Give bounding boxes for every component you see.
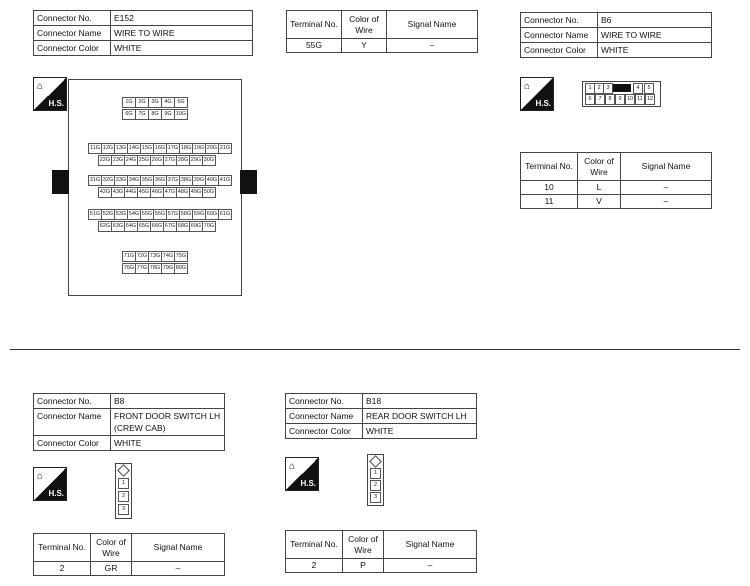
harness-icon: ⌂ — [37, 471, 44, 482]
e152-pin: 69G — [189, 221, 203, 232]
b6-pin: 5 — [644, 83, 654, 94]
b8-signal-table: Terminal No. Color of Wire Signal Name 2 GR – — [33, 533, 225, 576]
e152-pin: 23G — [111, 155, 125, 166]
b8-connector-body — [115, 463, 132, 519]
e152-pin: 16G — [153, 143, 167, 154]
e152-pin: 8G — [148, 109, 162, 120]
b8-pin: 3 — [118, 504, 129, 515]
e152-pin: 48G — [176, 187, 190, 198]
e152-latch-left — [52, 170, 69, 194]
b18-info-table: Connector No. B18 Connector Name REAR DOOR SWITCH LH Connector Color WHITE — [285, 393, 477, 439]
e152-pin: 14G — [127, 143, 141, 154]
e152-pin: 30G — [202, 155, 216, 166]
e152-pin: 29G — [189, 155, 203, 166]
e152-pin: 80G — [174, 263, 188, 274]
b18-key-icon — [369, 455, 382, 468]
e152-pin: 73G — [148, 251, 162, 262]
e152-pin: 39G — [192, 175, 206, 186]
e152-pin: 45G — [137, 187, 151, 198]
b18-pin: 1 — [370, 468, 381, 479]
e152-pin: 6G — [122, 109, 136, 120]
b6-pin: 10 — [625, 94, 635, 105]
e152-pin: 47G — [163, 187, 177, 198]
e152-pin: 70G — [202, 221, 216, 232]
e152-pin: 63G — [111, 221, 125, 232]
e152-pin: 55G — [140, 209, 154, 220]
e152-pin: 28G — [176, 155, 190, 166]
e152-pin: 68G — [176, 221, 190, 232]
e152-pin: 19G — [192, 143, 206, 154]
b6-key-block — [613, 84, 631, 92]
b8-key-icon — [117, 464, 130, 477]
b6-pin: 12 — [645, 94, 655, 105]
e152-pin: 49G — [189, 187, 203, 198]
e152-pin: 7G — [135, 109, 149, 120]
e152-pin: 25G — [137, 155, 151, 166]
e152-pin: 57G — [166, 209, 180, 220]
e152-pin: 1G — [122, 97, 136, 108]
harness-icon: ⌂ — [524, 81, 531, 92]
e152-pin: 36G — [153, 175, 167, 186]
e152-pin: 44G — [124, 187, 138, 198]
b8-pin: 1 — [118, 478, 129, 489]
e152-pin: 61G — [218, 209, 232, 220]
e152-pin: 5G — [174, 97, 188, 108]
e152-pin: 67G — [163, 221, 177, 232]
e152-pin: 42G — [98, 187, 112, 198]
e152-pin: 64G — [124, 221, 138, 232]
e152-pin: 50G — [202, 187, 216, 198]
e152-pin: 40G — [205, 175, 219, 186]
e152-pin: 74G — [161, 251, 175, 262]
section-divider — [10, 349, 740, 350]
e152-pin: 76G — [122, 263, 136, 274]
harness-icon: ⌂ — [289, 461, 296, 472]
e152-pin: 9G — [161, 109, 175, 120]
e152-pin: 13G — [114, 143, 128, 154]
e152-pin: 35G — [140, 175, 154, 186]
b6-pin: 1 — [585, 83, 595, 94]
e152-pin: 33G — [114, 175, 128, 186]
b6-pin: 11 — [635, 94, 645, 105]
e152-pin: 56G — [153, 209, 167, 220]
e152-pin: 41G — [218, 175, 232, 186]
e152-pin: 10G — [174, 109, 188, 120]
b6-pin: 8 — [605, 94, 615, 105]
e152-pin: 60G — [205, 209, 219, 220]
e152-pin: 53G — [114, 209, 128, 220]
e152-pin: 32G — [101, 175, 115, 186]
e152-pin: 46G — [150, 187, 164, 198]
e152-pin: 20G — [205, 143, 219, 154]
e152-pin: 59G — [192, 209, 206, 220]
b6-signal-table: Terminal No. Color of Wire Signal Name 10 L – 11 V – — [520, 152, 712, 209]
e152-pin: 43G — [111, 187, 125, 198]
e152-signal-table: Terminal No. Color of Wire Signal Name 55G Y – — [286, 10, 478, 53]
b6-pin: 3 — [603, 83, 613, 94]
b18-pin: 2 — [370, 480, 381, 491]
e152-pin: 71G — [122, 251, 136, 262]
e152-pin: 62G — [98, 221, 112, 232]
e152-pin: 79G — [161, 263, 175, 274]
e152-pin: 52G — [101, 209, 115, 220]
e152-pin: 51G — [88, 209, 102, 220]
b18-hs-icon: ⌂ H.S. — [285, 457, 319, 491]
e152-pin: 37G — [166, 175, 180, 186]
e152-pin: 4G — [161, 97, 175, 108]
e152-latch-right — [240, 170, 257, 194]
b6-pin: 9 — [615, 94, 625, 105]
e152-pin: 2G — [135, 97, 149, 108]
e152-hs-icon: ⌂ H.S. — [33, 77, 67, 111]
e152-pin: 12G — [101, 143, 115, 154]
e152-pin: 77G — [135, 263, 149, 274]
e152-pin: 65G — [137, 221, 151, 232]
e152-pin: 24G — [124, 155, 138, 166]
b18-signal-table: Terminal No. Color of Wire Signal Name 2 P – — [285, 530, 477, 573]
b6-pin: 7 — [595, 94, 605, 105]
e152-pin: 75G — [174, 251, 188, 262]
e152-pin: 15G — [140, 143, 154, 154]
b18-pin: 3 — [370, 492, 381, 503]
e152-info-table: Connector No. E152 Connector Name WIRE TO WIRE Connector Color WHITE — [33, 10, 253, 56]
e152-pin: 34G — [127, 175, 141, 186]
e152-pin: 22G — [98, 155, 112, 166]
b6-pin: 6 — [585, 94, 595, 105]
b6-hs-icon: ⌂ H.S. — [520, 77, 554, 111]
e152-pin: 11G — [88, 143, 102, 154]
b6-pin: 4 — [633, 83, 643, 94]
e152-pin: 31G — [88, 175, 102, 186]
b8-hs-icon: ⌂ H.S. — [33, 467, 67, 501]
e152-pin: 78G — [148, 263, 162, 274]
b6-info-table: Connector No. B6 Connector Name WIRE TO WIRE Connector Color WHITE — [520, 12, 712, 58]
e152-pin: 18G — [179, 143, 193, 154]
e152-pin: 26G — [150, 155, 164, 166]
e152-pin: 72G — [135, 251, 149, 262]
e152-pin: 27G — [163, 155, 177, 166]
e152-pin: 21G — [218, 143, 232, 154]
harness-icon: ⌂ — [37, 81, 44, 92]
e152-pin: 54G — [127, 209, 141, 220]
e152-pin: 66G — [150, 221, 164, 232]
e152-pin: 3G — [148, 97, 162, 108]
e152-pin: 17G — [166, 143, 180, 154]
b18-connector-body — [367, 454, 384, 506]
e152-pin: 38G — [179, 175, 193, 186]
b8-info-table: Connector No. B8 Connector Name FRONT DOOR SWITCH LH (CREW CAB) Connector Color WHITE — [33, 393, 225, 451]
b6-pin: 2 — [594, 83, 604, 94]
b8-pin: 2 — [118, 491, 129, 502]
e152-pin: 58G — [179, 209, 193, 220]
